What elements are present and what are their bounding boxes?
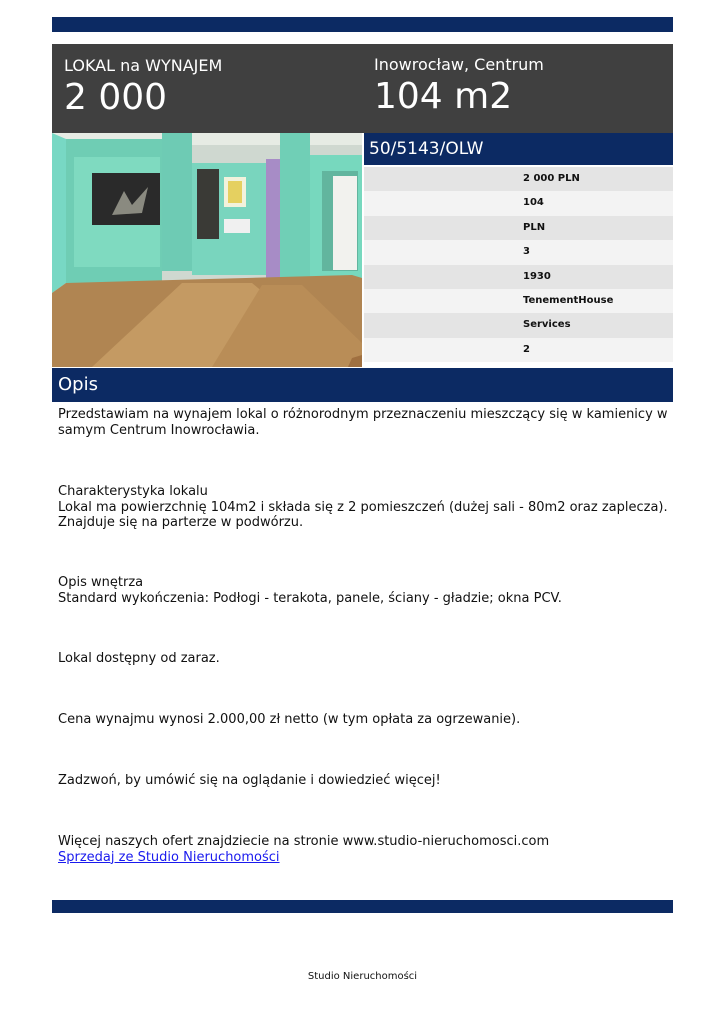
interior-title: Opis wnętrza	[58, 575, 144, 590]
interior-line: Standard wykończenia: Podłogi - terakota, panele, ściany - gładzie; okna PCV.	[58, 590, 562, 606]
sell-with-studio-link[interactable]: Sprzedaj ze Studio Nieruchomości	[58, 849, 280, 865]
bottom-divider-bar	[52, 900, 673, 913]
reference-number: 50/5143/OLW	[364, 133, 673, 165]
listing-header	[52, 44, 673, 133]
listing-area: 104 m2	[374, 76, 513, 117]
characteristics-line-2: Znajduje się na parterze w podwórzu.	[58, 515, 304, 530]
detail-row-currency: PLN	[364, 216, 673, 240]
description-intro: Przedstawiam na wynajem lokal o różnorodnym przeznaczeniu mieszczący się w kamienicy w samym Centrum Inowrocławia.	[58, 407, 668, 438]
detail-row-rooms: 3	[364, 240, 673, 264]
listing-type: LOKAL na WYNAJEM	[64, 56, 223, 75]
property-photo	[52, 133, 362, 367]
characteristics-title: Charakterystyka lokalu	[58, 484, 208, 499]
footer-company: Studio Nieruchomości	[307, 971, 418, 982]
price-info-text: Cena wynajmu wynosi 2.000,00 zł netto (w tym opłata za ogrzewanie).	[58, 712, 521, 727]
availability-text: Lokal dostępny od zaraz.	[58, 651, 220, 666]
header-right	[374, 55, 544, 117]
header-left	[64, 56, 222, 118]
characteristics-line-1: Lokal ma powierzchnię 104m2 i składa się z 2 pomieszczeń (dużej sali - 80m2 oraz zaplecza).	[58, 499, 668, 515]
listing-price: 2 000	[64, 77, 168, 118]
listing-location: Inowrocław, Centrum	[374, 55, 544, 74]
detail-row-floor: 2	[364, 338, 673, 362]
top-divider-bar	[52, 17, 673, 32]
detail-row-building-type: TenementHouse	[364, 289, 673, 313]
room-interior-image	[52, 133, 362, 367]
call-to-action-text: Zadzwoń, by umówić się na oglądanie i dowiedzieć więcej!	[58, 773, 441, 788]
description-heading: Opis	[52, 368, 673, 402]
detail-row-year: 1930	[364, 265, 673, 289]
more-offers-text: Więcej naszych ofert znajdziecie na stronie www.studio-nieruchomosci.com	[58, 834, 550, 849]
details-table	[364, 167, 673, 362]
detail-row-purpose: Services	[364, 313, 673, 337]
detail-row-price: 2 000 PLN	[364, 167, 673, 191]
detail-row-area: 104	[364, 191, 673, 215]
